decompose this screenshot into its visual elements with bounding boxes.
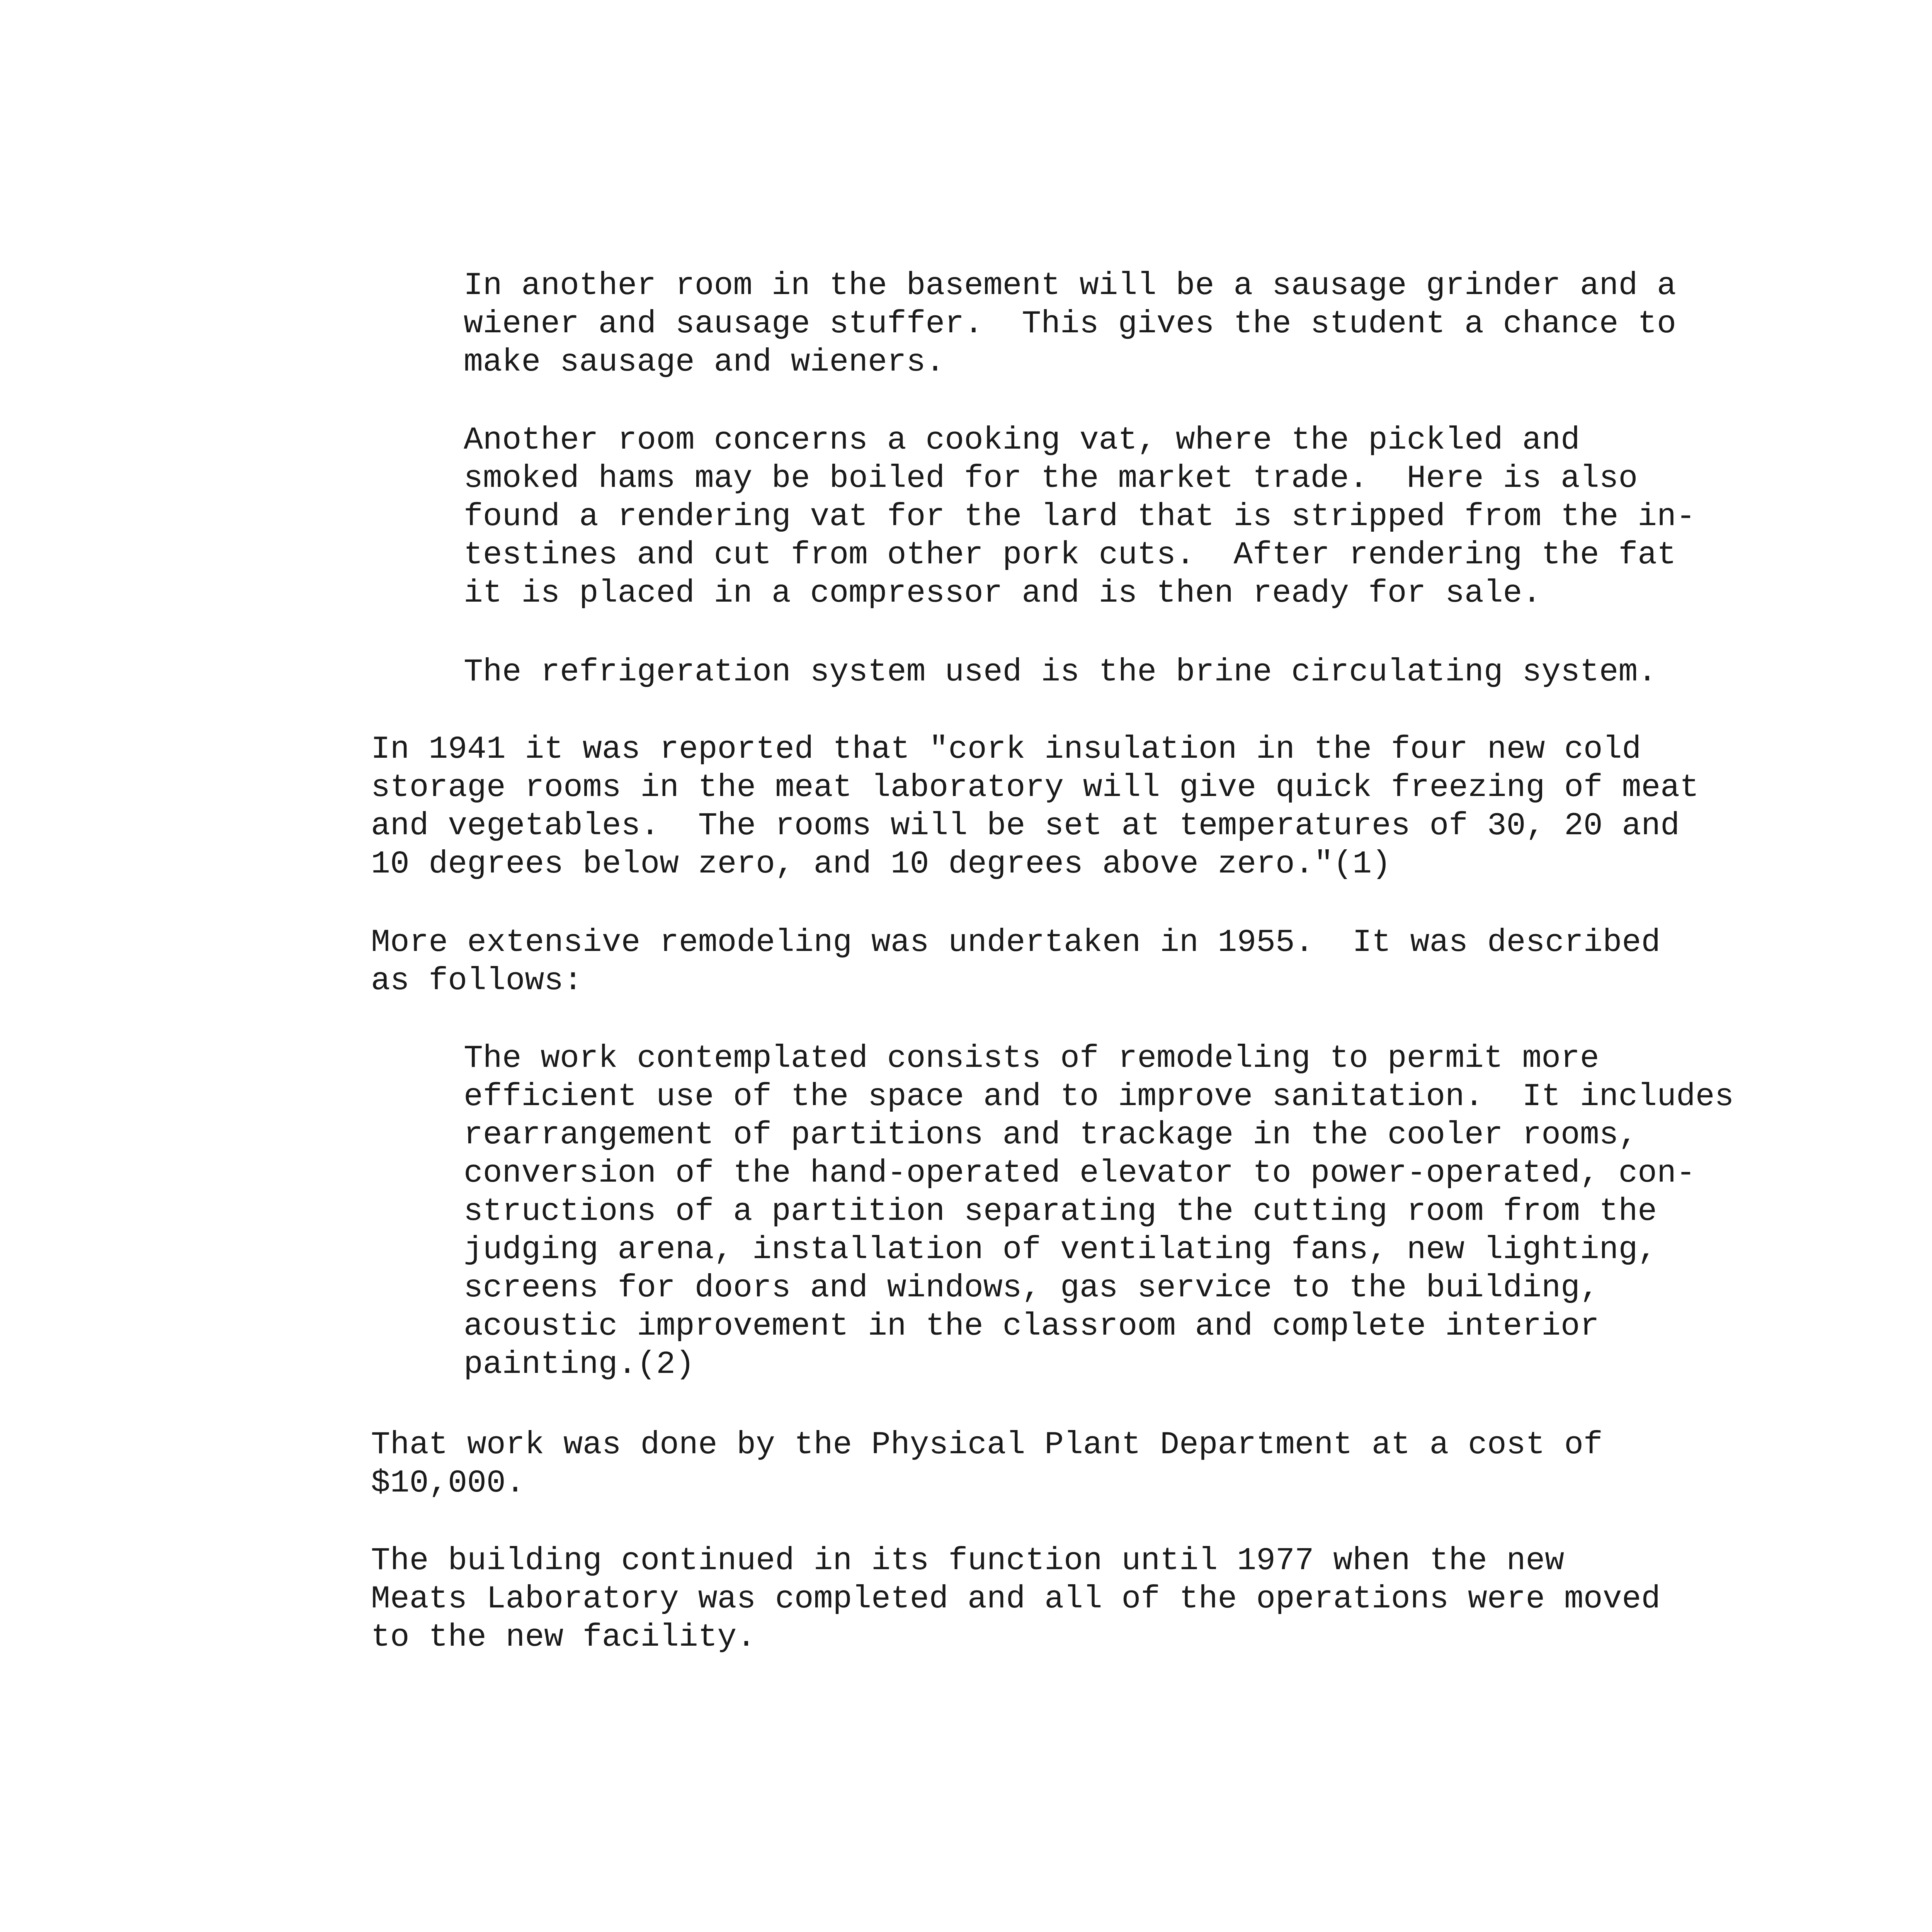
blockquote-remodeling-description: The work contemplated consists of remodeling to permit more efficient use of the space and to improve sanitation. It includes rearrangement of partitions and trackage in the cooler rooms, conversion of the hand-operated elevator to power-operated, con- structions of a partition separating the cutting room from the judging arena, installation of ventilating fans, new lighting, screens for doors and windows, gas service to the building, acoustic improvement in the classroom and complete interior painting.(2) [464,1040,1734,1383]
paragraph-physical-plant-cost: That work was done by the Physical Plant Department at a cost of $10,000. [371,1427,1603,1501]
paragraph-1977-new-facility: The building continued in its function until 1977 when the new Meats Laboratory was completed and all of the operations were moved to the new facility. [371,1543,1661,1655]
paragraph-1941-report: In 1941 it was reported that "cork insulation in the four new cold storage rooms in the meat laboratory will give quick freezing of meat and vegetables. The rooms will be set at temperatures of 30, 20 and 10 degrees below zero, and 10 degrees above zero."(1) [371,731,1699,882]
paragraph-1955-remodeling: More extensive remodeling was undertaken in 1955. It was described as follows: [371,924,1661,999]
paragraph-refrigeration: The refrigeration system used is the brine circulating system. [464,654,1657,690]
paragraph-cooking-vat: Another room concerns a cooking vat, where the pickled and smoked hams may be boiled for the market trade. Here is also found a rendering vat for the lard that is stripped from the in- testines and cut from other pork cuts. After rendering the fat it is placed in a compressor and is then ready for sale. [464,422,1696,611]
paragraph-sausage-room: In another room in the basement will be a sausage grinder and a wiener and sausage stuffer. This gives the student a chance to make sausage and wieners. [464,267,1676,380]
